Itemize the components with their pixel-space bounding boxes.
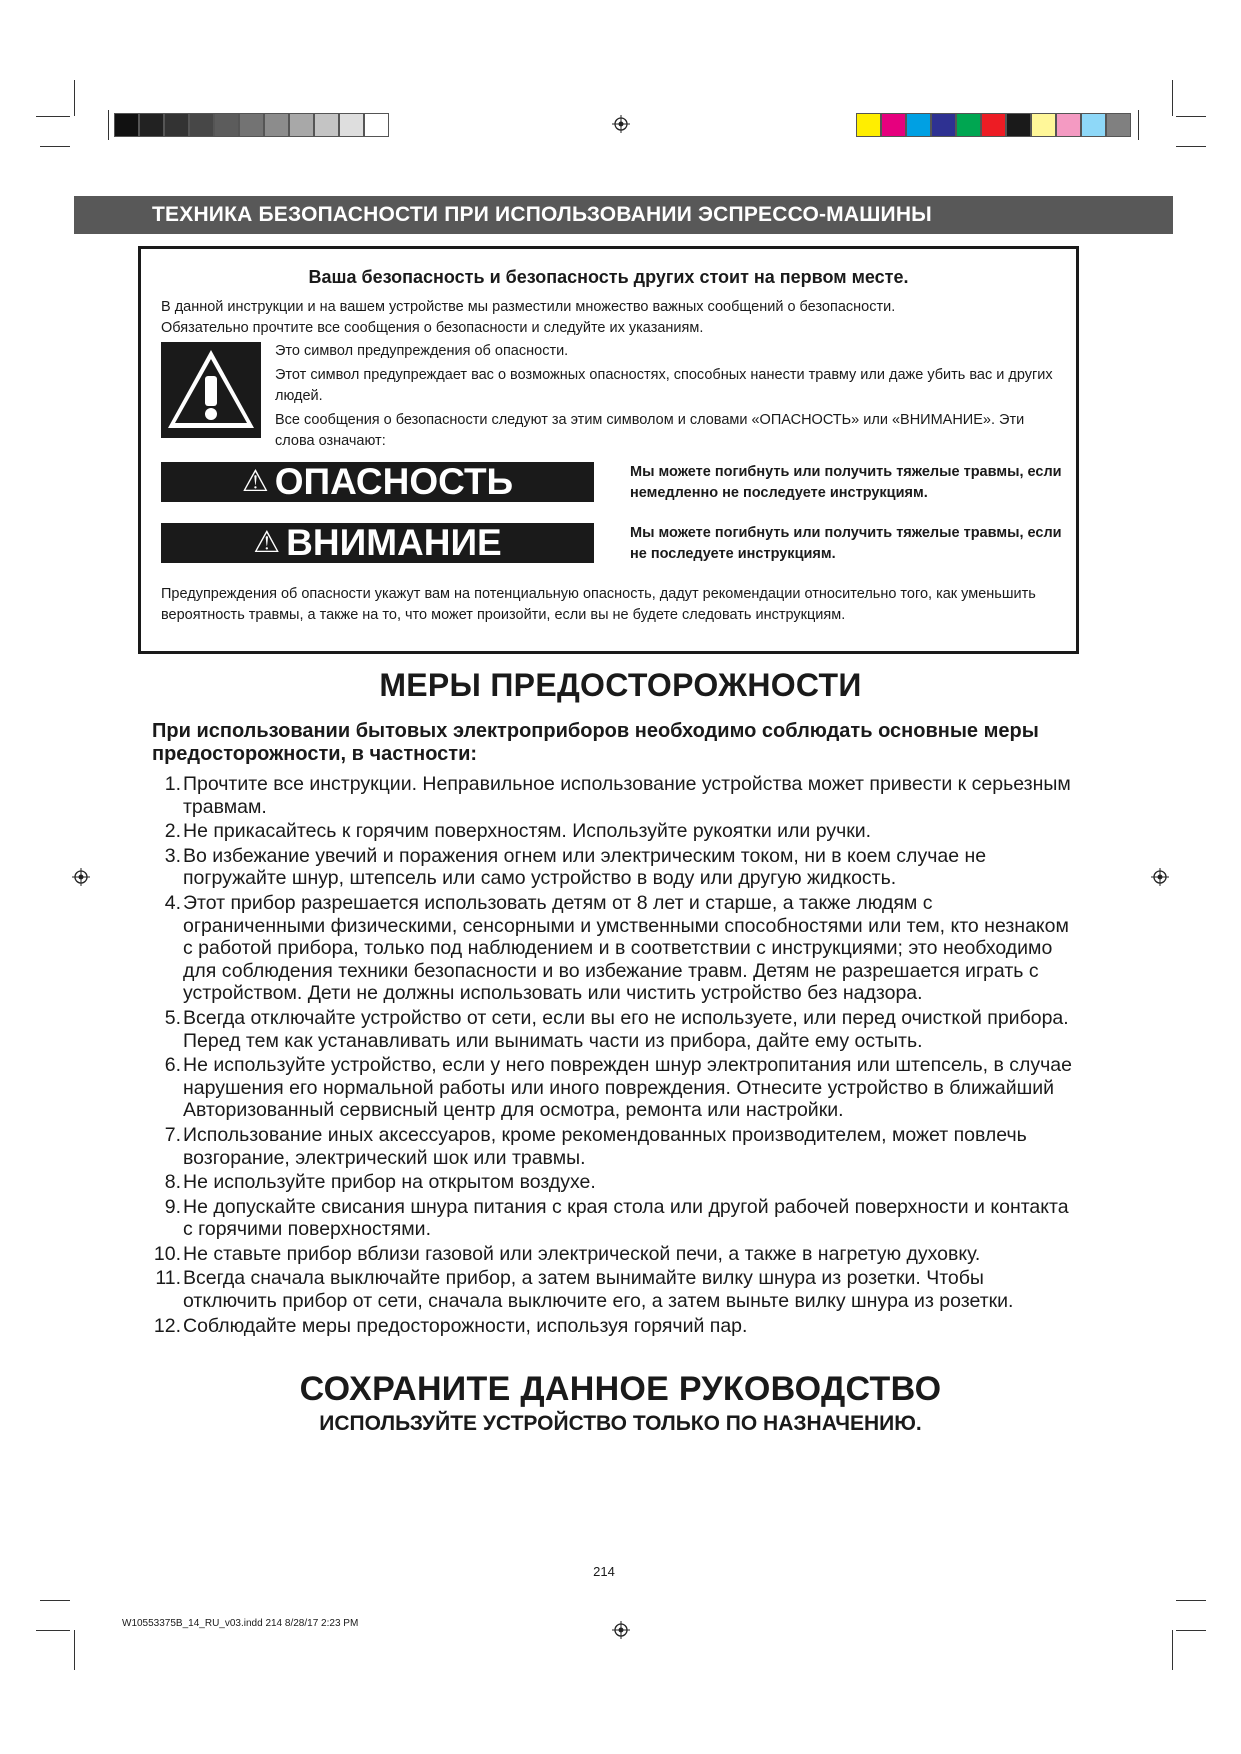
safety-info-box <box>138 246 1079 654</box>
precaution-item <box>152 1124 1072 1169</box>
color-swatch <box>189 113 214 137</box>
precaution-text: Не используйте прибор на открытом воздухе. <box>183 1171 596 1194</box>
color-swatch <box>981 113 1006 137</box>
grayscale-bar <box>114 113 389 137</box>
color-swatch <box>264 113 289 137</box>
registration-mark-icon <box>612 1621 630 1639</box>
precaution-item <box>152 1315 1072 1338</box>
precaution-number: 7. <box>164 1123 181 1146</box>
precaution-item <box>152 1267 1072 1312</box>
danger-signal-word <box>161 462 594 502</box>
crop-mark <box>1176 146 1206 147</box>
precaution-item <box>152 1196 1072 1241</box>
crop-mark <box>40 146 70 147</box>
precaution-text: Всегда сначала выключайте прибор, а затем вынимайте вилку шнура из розетки. Чтобы отключить прибор от сети, сначала выключите его, а затем выньте вилку шнура из розетки. <box>183 1267 1014 1313</box>
precaution-text: Не ставьте прибор вблизи газовой или электрической печи, а также в нагретую духовку. <box>183 1242 981 1265</box>
precaution-number: 4. <box>164 891 181 914</box>
precaution-item <box>152 892 1072 1005</box>
precaution-number: 1. <box>164 773 181 795</box>
print-slug: W10553375B_14_RU_v03.indd 214 8/28/17 2:23 PM <box>122 1618 359 1629</box>
danger-description: Мы можете погибнуть или получить тяжелые травмы, если немедленно не последуете инструкциям. <box>630 464 1062 501</box>
crop-mark <box>36 116 70 117</box>
safety-box-footer: Предупреждения об опасности укажут вам на потенциальную опасность, дадут рекомендации относительно того, как уменьшить вероятность травмы, а также на то, что может произойти, если вы не будете следовать инструкциям. <box>161 586 1036 623</box>
precaution-number: 9. <box>164 1195 181 1218</box>
crop-mark <box>74 1630 75 1670</box>
precaution-number: 5. <box>164 1006 181 1029</box>
registration-mark-icon <box>72 868 90 886</box>
warning-signal-word <box>161 523 594 563</box>
color-swatch <box>881 113 906 137</box>
precaution-item <box>152 1243 1072 1266</box>
danger-label: ОПАСНОСТЬ <box>274 461 514 502</box>
alert-triangle-icon: ⚠ <box>241 465 269 498</box>
precaution-item <box>152 1007 1072 1052</box>
color-swatch <box>1081 113 1106 137</box>
color-swatch <box>339 113 364 137</box>
color-swatch <box>956 113 981 137</box>
precaution-number: 10. <box>153 1242 181 1265</box>
color-swatch <box>289 113 314 137</box>
precaution-item <box>152 1054 1072 1122</box>
color-swatch <box>931 113 956 137</box>
crop-mark <box>36 1630 70 1631</box>
intended-use-subtitle: ИСПОЛЬЗУЙТЕ УСТРОЙСТВО ТОЛЬКО ПО НАЗНАЧЕНИЮ. <box>319 1412 922 1435</box>
precaution-text: Не прикасайтесь к горячим поверхностям. Используйте рукоятки или ручки. <box>183 820 872 843</box>
precaution-number: 12. <box>153 1314 181 1337</box>
color-swatch <box>139 113 164 137</box>
crop-mark <box>40 1600 70 1601</box>
safety-intro-line: В данной инструкции и на вашем устройстве мы разместили множество важных сообщений о безопасности. <box>161 299 896 315</box>
precaution-text: Не допускайте свисания шнура питания с края стола или другой рабочей поверхности и контакта с горячими поверхностями. <box>183 1195 1069 1241</box>
color-swatch <box>1056 113 1081 137</box>
warning-description: Мы можете погибнуть или получить тяжелые травмы, если не последуете инструкциям. <box>630 525 1062 562</box>
safety-heading: Ваша безопасность и безопасность других стоит на первом месте. <box>308 267 909 287</box>
crop-mark <box>1176 1600 1206 1601</box>
precautions-list <box>152 773 1072 1339</box>
alert-triangle-icon: ⚠ <box>253 526 281 559</box>
crop-mark <box>1138 110 1139 140</box>
symbol-line: Этот символ предупреждает вас о возможных опасностях, способных нанести травму или даже убить вас и других людей. <box>275 367 1053 404</box>
save-manual-title: СОХРАНИТЕ ДАННОЕ РУКОВОДСТВО <box>299 1370 942 1408</box>
color-swatch <box>314 113 339 137</box>
crop-mark <box>1176 1630 1206 1631</box>
color-swatch <box>164 113 189 137</box>
safety-intro-line: Обязательно прочтите все сообщения о безопасности и следуйте их указаниям. <box>161 320 704 336</box>
symbol-line: Это символ предупреждения об опасности. <box>275 343 569 359</box>
warning-label: ВНИМАНИЕ <box>286 522 502 563</box>
precaution-text: Соблюдайте меры предосторожности, используя горячий пар. <box>183 1314 748 1337</box>
section-header: ТЕХНИКА БЕЗОПАСНОСТИ ПРИ ИСПОЛЬЗОВАНИИ ЭСПРЕССО-МАШИНЫ <box>74 196 1173 234</box>
precaution-number: 2. <box>164 820 181 843</box>
precautions-lead: При использовании бытовых электроприборов необходимо соблюдать основные меры предосторожности, в частности: <box>152 720 1039 765</box>
precaution-number: 8. <box>164 1171 181 1194</box>
registration-mark-icon <box>612 115 630 133</box>
color-swatch <box>239 113 264 137</box>
precaution-text: Всегда отключайте устройство от сети, если вы его не используете, или перед очисткой прибора. Перед тем как устанавливать или вынимать части из прибора, дайте ему остыть. <box>183 1006 1069 1052</box>
color-swatch <box>1106 113 1131 137</box>
crop-mark <box>1172 80 1173 116</box>
precaution-number: 3. <box>164 844 181 867</box>
safety-intro <box>161 297 1061 339</box>
precaution-item <box>152 1171 1072 1194</box>
precaution-text: Не используйте устройство, если у него поврежден шнур электропитания или штепсель, в случае нарушения его нормальной работы или иного повреждения. Отнесите устройство в ближайший Авторизованный сервисный центр для осмотра, ремонта или настройки. <box>183 1054 1072 1122</box>
symbol-line: Все сообщения о безопасности следуют за этим символом и словами «ОПАСНОСТЬ» или «ВНИМАНИЕ». Эти слова означают: <box>275 412 1025 449</box>
precaution-item <box>152 773 1072 818</box>
precaution-text: Во избежание увечий и поражения огнем или электрическим током, ни в коем случае не погружайте шнур, штепсель или само устройство в воду или другую жидкость. <box>183 844 987 890</box>
crop-mark <box>1172 1630 1173 1670</box>
color-swatch <box>906 113 931 137</box>
color-swatch <box>1006 113 1031 137</box>
precautions-title: МЕРЫ ПРЕДОСТОРОЖНОСТИ <box>379 667 862 703</box>
crop-mark <box>108 110 109 140</box>
color-swatch <box>114 113 139 137</box>
crop-mark <box>74 80 75 116</box>
color-swatch <box>1031 113 1056 137</box>
warning-triangle-icon <box>161 342 261 438</box>
color-swatch <box>214 113 239 137</box>
precaution-item <box>152 820 1072 843</box>
color-bar <box>856 113 1131 137</box>
precaution-text: Этот прибор разрешается использовать детям от 8 лет и старше, а также людям с ограниченными физическими, сенсорными и умственными способностями или тем, кто незнаком с работой прибора, только под наблюдением и в соответствии с инструкциями; это необходимо для соблюдения техники безопасности и во избежание травм. Детям не разрешается играть с устройством. Дети не должны использовать или чистить устройство без надзора. <box>183 891 1069 1005</box>
precaution-number: 11. <box>155 1267 181 1290</box>
registration-mark-icon <box>1151 868 1169 886</box>
color-swatch <box>856 113 881 137</box>
precaution-item <box>152 845 1072 890</box>
crop-mark <box>1176 116 1206 117</box>
precaution-text: Прочтите все инструкции. Неправильное использование устройства может привести к серьезным травмам. <box>183 773 1071 818</box>
page-number: 214 <box>593 1564 615 1579</box>
color-swatch <box>364 113 389 137</box>
precaution-number: 6. <box>164 1054 181 1077</box>
precaution-text: Использование иных аксессуаров, кроме рекомендованных производителем, может повлечь возгорание, электрический шок или травмы. <box>183 1123 1027 1169</box>
